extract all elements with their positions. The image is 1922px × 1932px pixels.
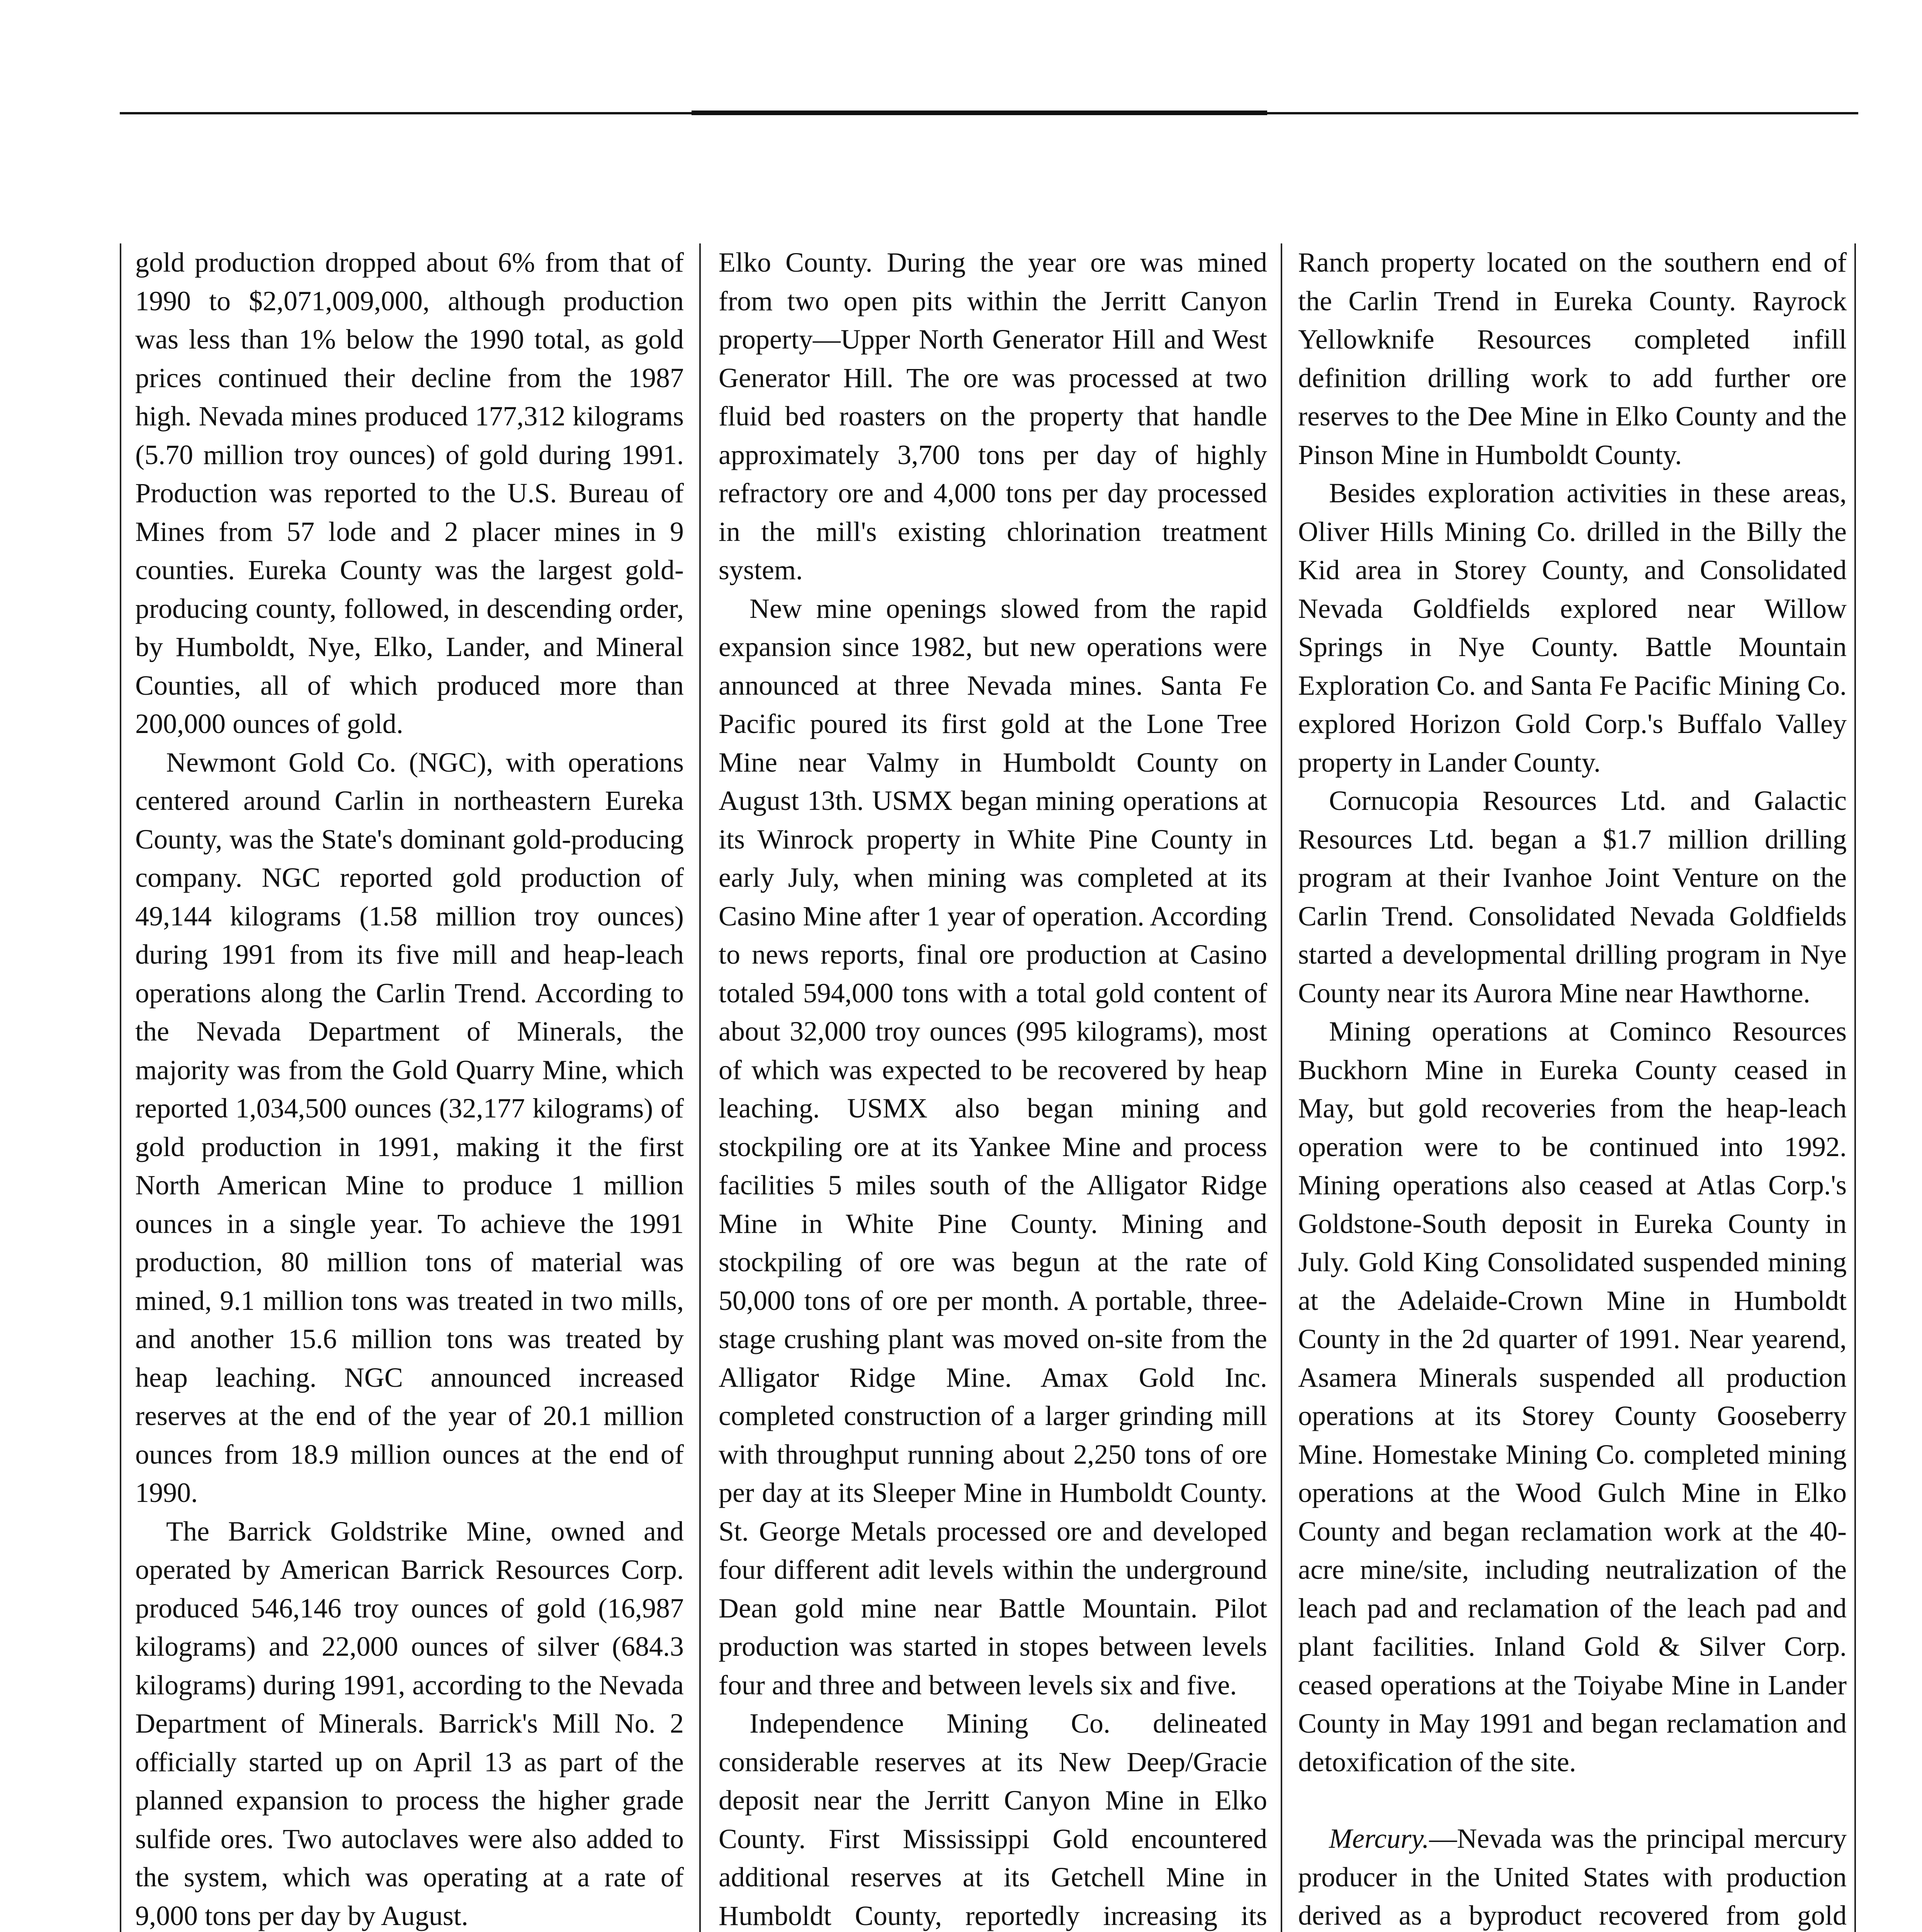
text-column-3 — [1298, 243, 1847, 1932]
paragraph: gold production dropped about 6% from that of 1990 to $2,071,009,000, although production was less than 1% below the 1990 total, as gold prices continued their decline from the 1987 high. Nevada mines produced 177,312 kilograms (5.70 million troy ounces) of gold during 1991. Production was reported to the U.S. Bureau of Mines from 57 lode and 2 placer mines in 9 counties. Eureka County was the largest gold-producing county, followed, in descending order, by Humboldt, Nye, Elko, Lander, and Mineral Counties, all of which produced more than 200,000 ounces of gold. — [135, 247, 684, 739]
paragraph: New mine openings slowed from the rapid expansion since 1982, but new operations were announced at three Nevada mines. Santa Fe Pacific poured its first gold at the Lone Tree Mine near Valmy in Humboldt County on August 13th. USMX began mining operations at its Winrock property in White Pine County in early July, when mining was completed at its Casino Mine after 1 year of operation. According to news reports, final ore production at Casino totaled 594,000 tons with a total gold content of about 32,000 troy ounces (995 kilograms), most of which was expected to be recovered by heap leaching. USMX also began mining and stockpiling ore at its Yankee Mine and process facilities 5 miles south of the Alligator Ridge Mine in White Pine County. Mining and stockpiling of ore was begun at the rate of 50,000 tons of ore per month. A portable, three-stage crushing plant was moved on-site from the Alligator Ridge Mine. Amax Gold Inc. completed construction of a larger grinding mill with throughput running about 2,250 tons of ore per day at its Sleeper Mine in Humboldt County. St. George Metals processed ore and developed four different adit levels within the underground Dean gold mine near Battle Mountain. Pilot production was started in stopes between levels four and three and between levels six and five. — [719, 593, 1267, 1701]
column-rule-1 — [699, 243, 701, 1932]
text-column-2 — [719, 243, 1267, 1932]
paragraph: The Barrick Goldstrike Mine, owned and operated by American Barrick Resources Corp. produced 546,146 troy ounces of gold (16,987 kilograms) and 22,000 ounces of silver (684.3 kilograms) during 1991, according to the Nevada Department of Minerals. Barrick's Mill No. 2 officially started up on April 13 as part of the planned expansion to process the higher grade sulfide ores. Two autoclaves were also added to the system, which was operating at a rate of 9,000 tons per day by August. — [135, 1515, 684, 1931]
column-rule-left — [120, 243, 121, 1932]
paragraph: Cornucopia Resources Ltd. and Galactic Resources Ltd. began a $1.7 million drilling program at their Ivanhoe Joint Venture on the Carlin Trend. Consolidated Nevada Goldfields started a developmental drilling program in Nye County near its Aurora Mine near Hawthorne. — [1298, 785, 1847, 1009]
paragraph: Ranch property located on the southern end of the Carlin Trend in Eureka County. Rayrock Yellowknife Resources completed infill definition drilling work to add further ore reserves to the Dee Mine in Elko County and the Pinson Mine in Humboldt County. — [1298, 247, 1847, 470]
paragraph: Besides exploration activities in these areas, Oliver Hills Mining Co. drilled in the Billy the Kid area in Storey County, and Consolidated Nevada Goldfields explored near Willow Springs in Nye County. Battle Mountain Exploration Co. and Santa Fe Pacific Mining Co. explored Horizon Gold Corp.'s Buffalo Valley property in Lander County. — [1298, 478, 1847, 778]
top-rule-accent — [692, 111, 1267, 115]
column-rule-right — [1854, 243, 1856, 1932]
mercury-paragraph — [1298, 1820, 1847, 1932]
section-heading-mercury: Mercury. — [1329, 1823, 1429, 1854]
paragraph: Newmont Gold Co. (NGC), with operations centered around Carlin in northeastern Eureka County, was the State's dominant gold-producing company. NGC reported gold production of 49,144 kilograms (1.58 million troy ounces) during 1991 from its five mill and heap-leach operations along the Carlin Trend. According to the Nevada Department of Minerals, the majority was from the Gold Quarry Mine, which reported 1,034,500 ounces (32,177 kilograms) of gold production in 1991, making it the first North American Mine to produce 1 million ounces in a single year. To achieve the 1991 production, 80 million tons of material was mined, 9.1 million tons was treated in two mills, and another 15.6 million tons was treated by heap leaching. NGC announced increased reserves at the end of the year of 20.1 million ounces from 18.9 million ounces at the end of 1990. — [135, 747, 684, 1508]
column-rule-2 — [1281, 243, 1282, 1932]
mercury-body: —Nevada was the principal mercury producer in the United States with production derived as a byproduct recovered from gold — [1298, 1823, 1847, 1931]
paragraph: Elko County. During the year ore was mined from two open pits within the Jerritt Canyon property—Upper North Generator Hill and West Generator Hill. The ore was processed at two fluid bed roasters on the property that handle approximately 3,700 tons per day of highly refractory ore and 4,000 tons per day processed in the mill's existing chlorination treatment system. — [719, 247, 1267, 585]
text-column-1 — [135, 243, 684, 1932]
paragraph: Independence Mining Co. delineated considerable reserves at its New Deep/Gracie deposit near the Jerritt Canyon Mine in Elko County. First Mississippi Gold encountered additional reserves at its Getchell Mine in Humboldt County, reportedly increasing its — [719, 1708, 1267, 1931]
paragraph: Mining operations at Cominco Resources Buckhorn Mine in Eureka County ceased in May, but gold recoveries from the heap-leach operation were to be continued into 1992. Mining operations also ceased at Atlas Corp.'s Goldstone-South deposit in Eureka County in July. Gold King Consolidated suspended mining at the Adelaide-Crown Mine in Humboldt County in the 2d quarter of 1991. Near yearend, Asamera Minerals suspended all production operations at its Storey County Gooseberry Mine. Homestake Mining Co. completed mining operations at the Wood Gulch Mine in Elko County and began reclamation work at the 40-acre mine/site, including neutralization of the leach pad and reclamation of the leach pad and plant facilities. Inland Gold & Silver Corp. ceased operations at the Toiyabe Mine in Lander County in May 1991 and began reclamation and detoxification of the site. — [1298, 1016, 1847, 1777]
